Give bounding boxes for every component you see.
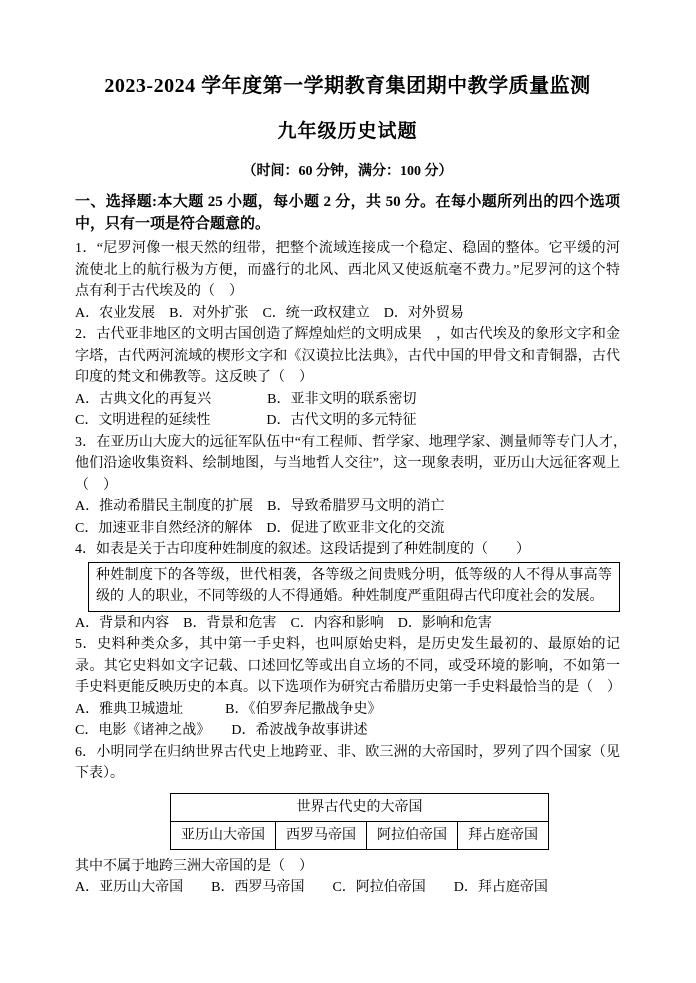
question-4: [75, 539, 620, 634]
caste-system-statement-box: 种姓制度下的各等级，世代相袭，各等级之间贵贱分明，低等级的人不得从事高等级的 人的职业，不同等级的人不得通婚。种姓制度严重阻碍古代印度社会的发展。: [88, 562, 620, 612]
question-2: [75, 324, 620, 432]
empire-table-cell-3: 阿拉伯帝国: [367, 821, 458, 849]
exam-time-score: （时间：60 分钟，满分：100 分）: [242, 164, 453, 179]
empire-table-title: 世界古代史的大帝国: [171, 793, 549, 821]
question-1: [75, 238, 620, 324]
question-5-options-line-1: A．雅典卫城遗址 B．《伯罗奔尼撒战争史》: [75, 701, 382, 717]
empire-table-cell-4: 拜占庭帝国: [458, 821, 549, 849]
question-3-options-line-1: A．推动希腊民主制度的扩展 B．导致希腊罗马文明的消亡: [75, 499, 445, 514]
empire-table-cell-2: 西罗马帝国: [276, 821, 367, 849]
question-5: [75, 634, 620, 742]
question-6-followup: 其中不属于地跨三洲大帝国的是（ ）: [75, 858, 313, 874]
exam-subtitle: 九年级历史试题: [277, 121, 418, 142]
empire-table-cell-1: 亚历山大帝国: [171, 821, 276, 849]
empire-table-body-row: [171, 821, 549, 849]
empire-table: [170, 793, 549, 850]
question-3-stem: 3．在亚历山大庞大的远征军队伍中“有工程师、哲学家、地理学家、测量师等专门人才， 他们沿途收集资料、绘制地图，与当地哲人交往”，这一现象表明，亚历山大远征客观上（ ）: [75, 434, 634, 493]
question-6-stem: 6．小明同学在归纳世界古代史上地跨亚、非、欧三洲的大帝国时，罗列了四个国家（见下表）。: [75, 744, 620, 781]
question-4-stem: 4．如表是关于古印度种姓制度的叙述。这段话提到了种姓制度的（ ）: [75, 542, 530, 557]
question-3: [75, 432, 634, 540]
question-1-stem: 1．“尼罗河像一根天然的纽带，把整个流域连接成一个稳定、稳固的整体。它平缓的河流使北上的航行极为方便，而盛行的北风、西北风又使返航毫不费力。”尼罗河的这个特点有利于古代埃及的（ ）: [75, 241, 620, 299]
question-1-options: A．农业发展 B．对外扩张 C．统一政权建立 D．对外贸易: [75, 305, 464, 321]
question-3-options-line-2: C．加速亚非自然经济的解体 D．促进了欧亚非文化的交流: [75, 520, 445, 536]
question-5-stem: 5．史料种类众多，其中第一手史料，也叫原始史料，是历史发生最初的、最原始的记录。其它史料如文字记载、口述回忆等或出自立场的不同，或受环境的影响，不如第一手史料更能反映历史的本真。以下选项作为研究古希腊历史第一手史料最恰当的是（ ）: [75, 637, 621, 695]
exam-title: 2023-2024 学年度第一学期教育集团期中教学质量监测: [104, 75, 591, 97]
question-2-stem: 2．古代亚非地区的文明古国创造了辉煌灿烂的文明成果 ，如古代埃及的象形文字和金字塔，古代两河流域的楔形文字和《汉谟拉比法典》，古代中国的甲骨文和青铜器，古代印度的梵文和佛教等。这反映了（ ）: [75, 327, 620, 385]
question-5-options-line-2: C．电影《诸神之战》 D．希波战争故事讲述: [75, 723, 368, 738]
question-2-options-line-1: A．古典文化的再复兴 B．亚非文明的联系密切: [75, 391, 417, 407]
question-6: [75, 742, 620, 899]
section-heading: 一、选择题:本大题 25 小题，每小题 2 分，共 50 分。在每小题所列出的四个选项中，只有一项是符合题意的。: [75, 194, 620, 232]
question-4-options: A．背景和内容 B．背景和危害 C．内容和影响 D．影响和危害: [75, 615, 492, 631]
empire-table-header-row: [171, 793, 549, 821]
question-2-options-line-2: C．文明进程的延续性 D．古代文明的多元特征: [75, 413, 417, 428]
question-6-options: A．亚历山大帝国 B．西罗马帝国 C．阿拉伯帝国 D．拜占庭帝国: [75, 880, 548, 895]
